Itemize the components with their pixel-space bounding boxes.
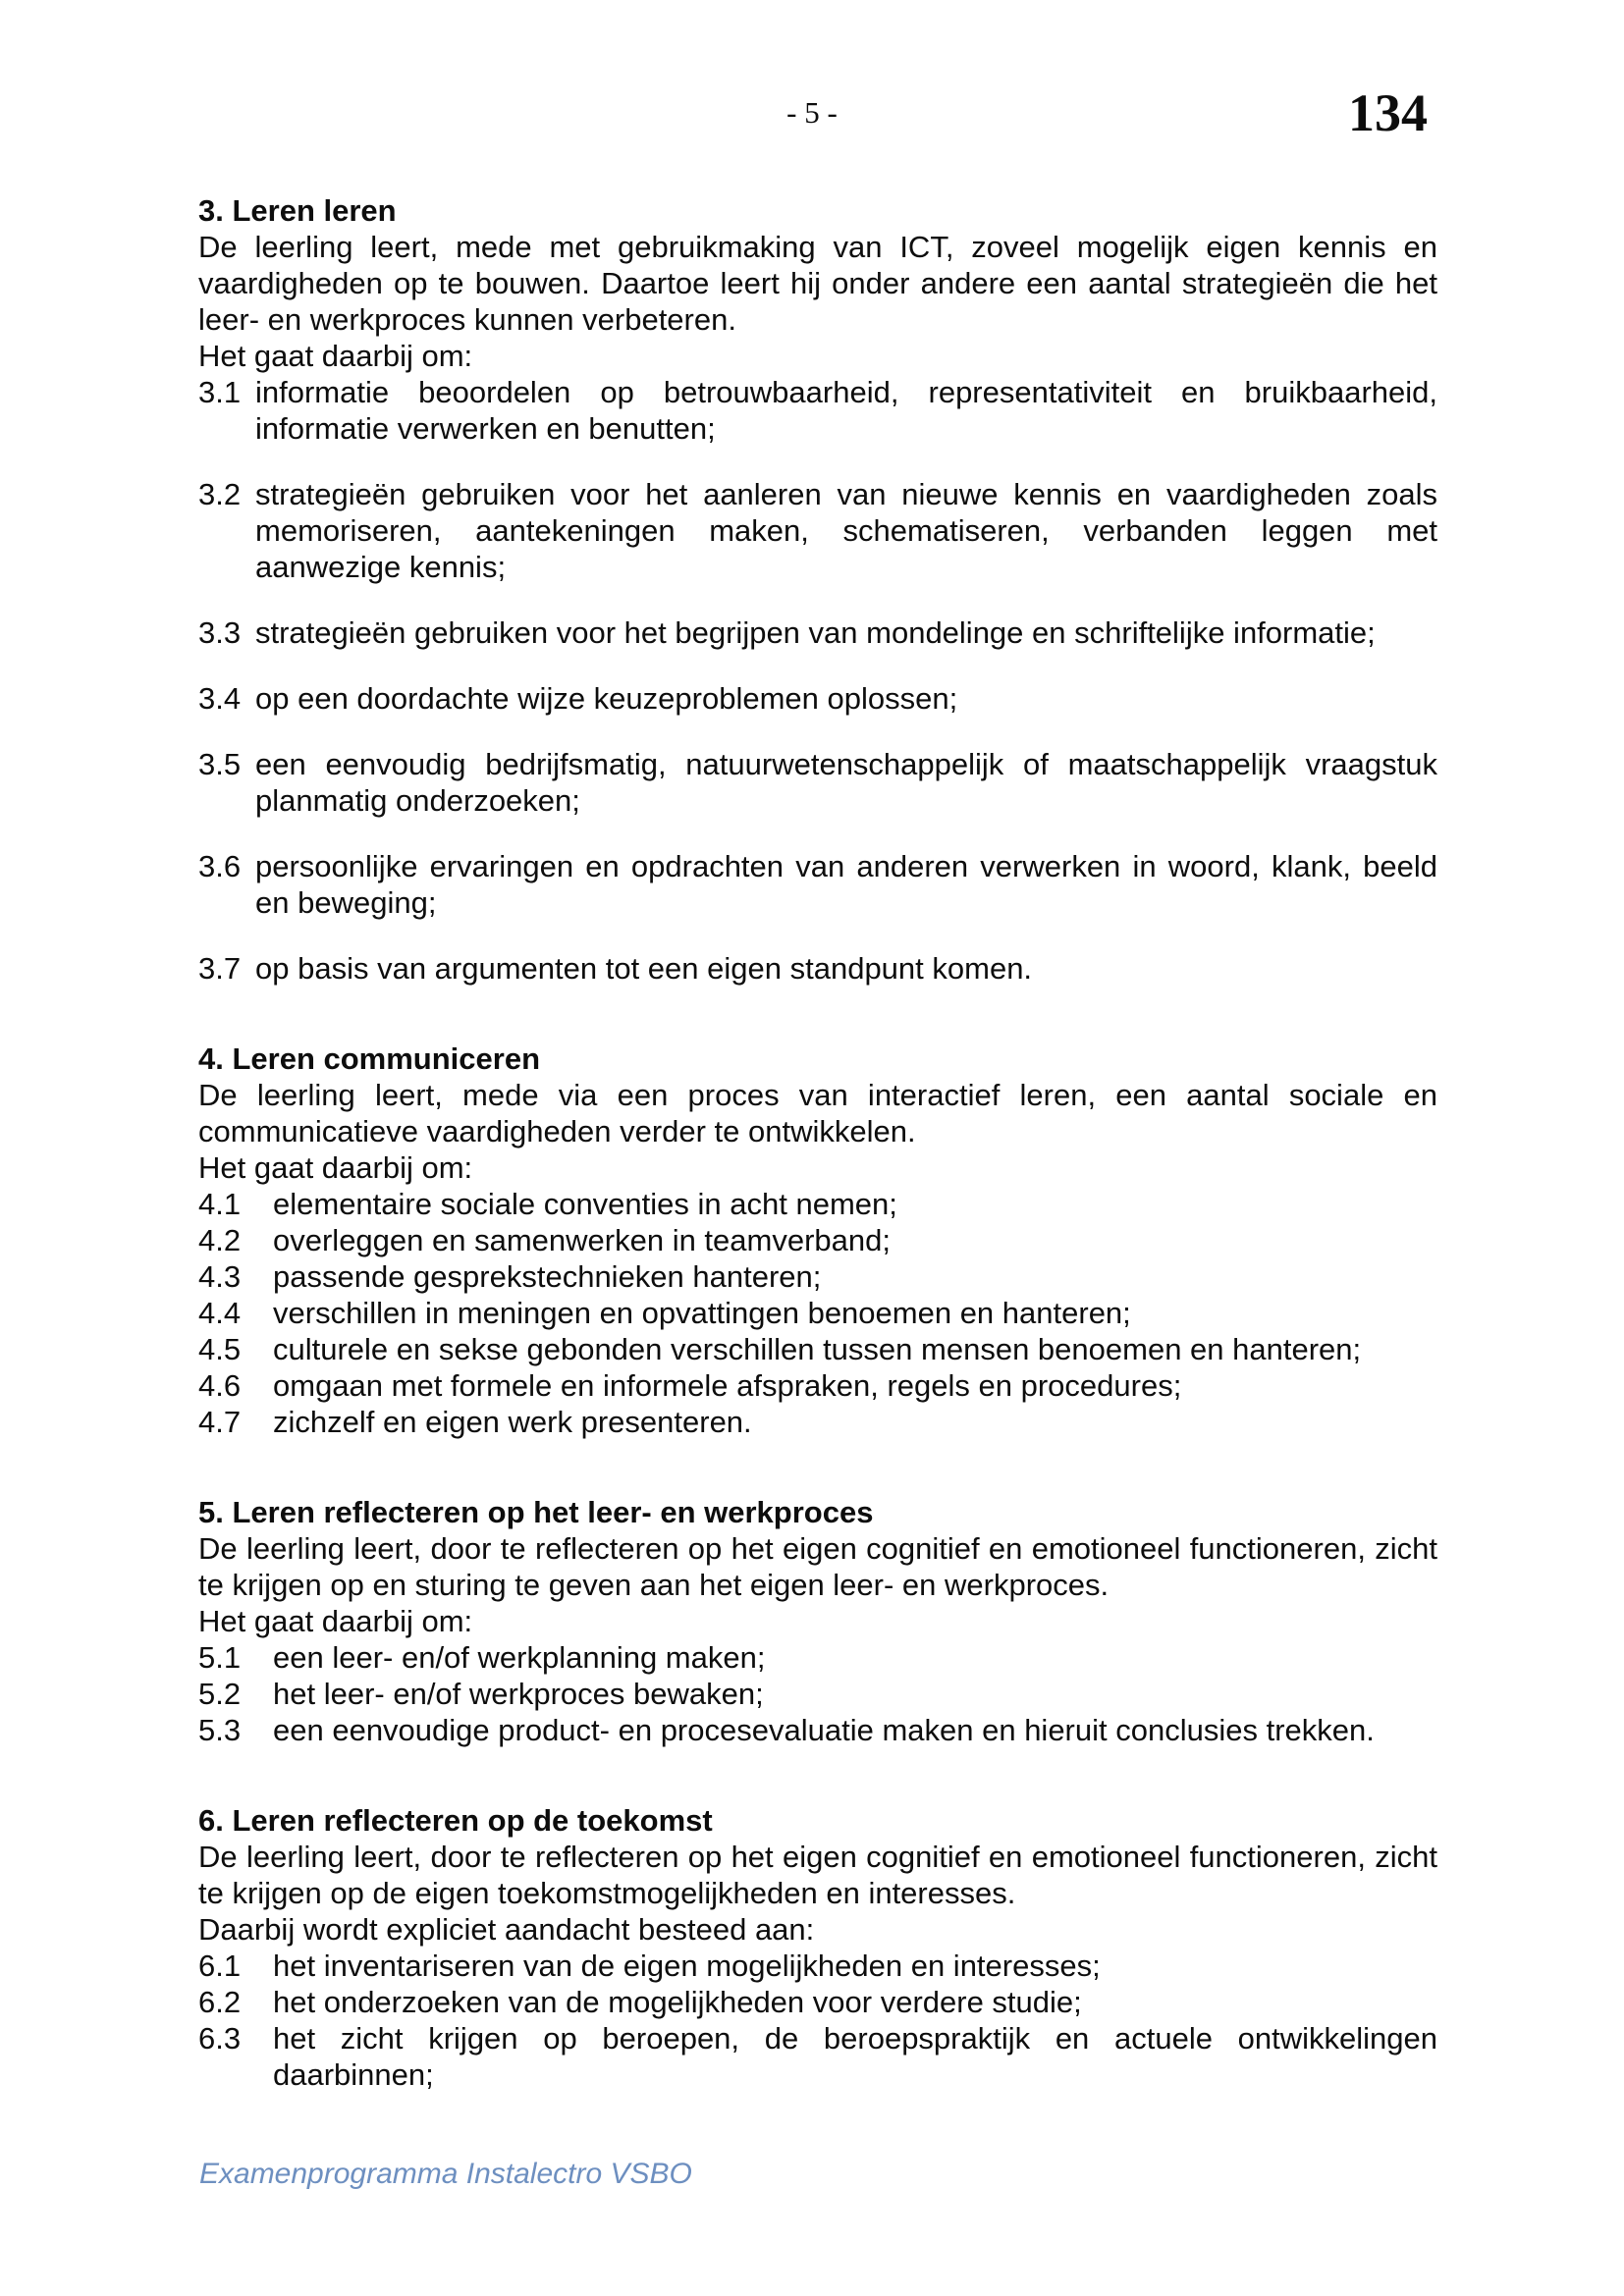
- section-lead-in: Daarbij wordt expliciet aandacht besteed aan:: [198, 1912, 815, 1947]
- list-item-4.4: [198, 1295, 1437, 1331]
- item-number: 4.5: [198, 1332, 242, 1366]
- list-item-4.7: [198, 1404, 1437, 1440]
- item-number: 5.3: [198, 1713, 242, 1747]
- section-heading: 4. Leren communiceren: [198, 1041, 541, 1076]
- section-intro: De leerling leert, mede via een proces van interactief leren, een aantal sociale en communicatieve vaardigheden verder te ontwikkelen.: [198, 1078, 1437, 1148]
- section-intro: De leerling leert, mede met gebruikmaking van ICT, zoveel mogelijk eigen kennis en vaardigheden op te bouwen. Daartoe leert hij onder andere een aantal strategieën die het leer- en werkproces kunnen verbeteren.: [198, 230, 1437, 337]
- list-item-3.6: [198, 848, 1437, 921]
- section-3: [198, 192, 1437, 987]
- section-lead-in: Het gaat daarbij om:: [198, 1604, 473, 1638]
- item-text: een eenvoudig bedrijfsmatig, natuurwetenschappelijk of maatschappelijk vraagstuk planmatig onderzoeken;: [255, 747, 1437, 818]
- item-text: elementaire sociale conventies in acht nemen;: [273, 1187, 897, 1221]
- item-text: persoonlijke ervaringen en opdrachten van anderen verwerken in woord, klank, beeld en beweging;: [255, 849, 1437, 920]
- item-number: 4.7: [198, 1405, 242, 1439]
- item-text: omgaan met formele en informele afspraken, regels en procedures;: [273, 1368, 1182, 1403]
- item-number: 4.3: [198, 1259, 242, 1294]
- item-number: 4.4: [198, 1296, 242, 1330]
- item-text: het inventariseren van de eigen mogelijkheden en interesses;: [273, 1949, 1101, 1983]
- item-number: 4.1: [198, 1187, 242, 1221]
- list-item-4.5: [198, 1331, 1437, 1367]
- item-number: 3.1: [198, 375, 242, 409]
- item-number: 3.3: [198, 615, 242, 650]
- section-intro: De leerling leert, door te reflecteren op het eigen cognitief en emotioneel functioneren, zicht te krijgen op de eigen toekomstmogelijkheden en interesses.: [198, 1840, 1437, 1910]
- list-item-5.3: [198, 1712, 1437, 1748]
- item-text: informatie beoordelen op betrouwbaarheid, representativiteit en bruikbaarheid, informatie verwerken en benutten;: [255, 375, 1437, 446]
- item-number: 3.7: [198, 951, 242, 986]
- list-item-6.1: [198, 1948, 1437, 1984]
- item-text: het zicht krijgen op beroepen, de beroepspraktijk en actuele ontwikkelingen daarbinnen;: [273, 2021, 1437, 2092]
- list-item-3.2: [198, 476, 1437, 585]
- item-number: 3.2: [198, 477, 242, 511]
- item-number: 3.5: [198, 747, 242, 781]
- section-5: [198, 1494, 1437, 1748]
- list-item-3.1: [198, 374, 1437, 447]
- section-heading: 5. Leren reflecteren op het leer- en werkproces: [198, 1495, 874, 1529]
- document-body: [198, 192, 1437, 2093]
- list-item-3.3: [198, 614, 1437, 651]
- section-6: [198, 1802, 1437, 2093]
- page-number-center: - 5 -: [786, 95, 838, 130]
- section-heading: 3. Leren leren: [198, 193, 397, 228]
- item-text: passende gesprekstechnieken hanteren;: [273, 1259, 822, 1294]
- item-number: 3.6: [198, 849, 242, 883]
- section-lead-in: Het gaat daarbij om:: [198, 1150, 473, 1185]
- section-intro: De leerling leert, door te reflecteren op het eigen cognitief en emotioneel functioneren, zicht te krijgen op en sturing te geven aan het eigen leer- en werkproces.: [198, 1531, 1437, 1602]
- numbered-list: [198, 1186, 1437, 1440]
- item-text: verschillen in meningen en opvattingen benoemen en hanteren;: [273, 1296, 1131, 1330]
- footer-document-title: Examenprogramma Instalectro VSBO: [199, 2158, 692, 2190]
- list-item-6.2: [198, 1984, 1437, 2020]
- list-item-4.6: [198, 1367, 1437, 1404]
- item-number: 6.1: [198, 1949, 242, 1983]
- item-text: culturele en sekse gebonden verschillen tussen mensen benoemen en hanteren;: [273, 1332, 1362, 1366]
- item-number: 6.2: [198, 1985, 242, 2019]
- list-item-5.2: [198, 1676, 1437, 1712]
- item-number: 5.1: [198, 1640, 242, 1675]
- list-item-4.1: [198, 1186, 1437, 1222]
- list-item-5.1: [198, 1639, 1437, 1676]
- list-item-3.5: [198, 746, 1437, 819]
- item-number: 4.2: [198, 1223, 242, 1257]
- section-4: [198, 1041, 1437, 1440]
- item-text: het onderzoeken van de mogelijkheden voor verdere studie;: [273, 1985, 1082, 2019]
- item-text: het leer- en/of werkproces bewaken;: [273, 1677, 764, 1711]
- list-item-4.3: [198, 1258, 1437, 1295]
- numbered-list: [198, 374, 1437, 987]
- item-text: strategieën gebruiken voor het begrijpen van mondelinge en schriftelijke informatie;: [255, 615, 1376, 650]
- section-heading: 6. Leren reflecteren op de toekomst: [198, 1803, 713, 1838]
- item-text: op basis van argumenten tot een eigen standpunt komen.: [255, 951, 1033, 986]
- item-text: strategieën gebruiken voor het aanleren van nieuwe kennis en vaardigheden zoals memoriseren, aantekeningen maken, schematiseren, verbanden leggen met aanwezige kennis;: [255, 477, 1437, 584]
- list-item-6.3: [198, 2020, 1437, 2093]
- list-item-3.4: [198, 680, 1437, 717]
- page-number-right: 134: [1348, 83, 1428, 142]
- item-number: 4.6: [198, 1368, 242, 1403]
- section-lead-in: Het gaat daarbij om:: [198, 339, 473, 373]
- item-text: een leer- en/of werkplanning maken;: [273, 1640, 766, 1675]
- list-item-4.2: [198, 1222, 1437, 1258]
- list-item-3.7: [198, 950, 1437, 987]
- item-text: zichzelf en eigen werk presenteren.: [273, 1405, 752, 1439]
- item-number: 3.4: [198, 681, 242, 716]
- item-text: overleggen en samenwerken in teamverband;: [273, 1223, 891, 1257]
- item-number: 5.2: [198, 1677, 242, 1711]
- numbered-list: [198, 1948, 1437, 2093]
- numbered-list: [198, 1639, 1437, 1748]
- item-text: een eenvoudige product- en procesevaluatie maken en hieruit conclusies trekken.: [273, 1713, 1375, 1747]
- item-text: op een doordachte wijze keuzeproblemen oplossen;: [255, 681, 958, 716]
- item-number: 6.3: [198, 2021, 242, 2056]
